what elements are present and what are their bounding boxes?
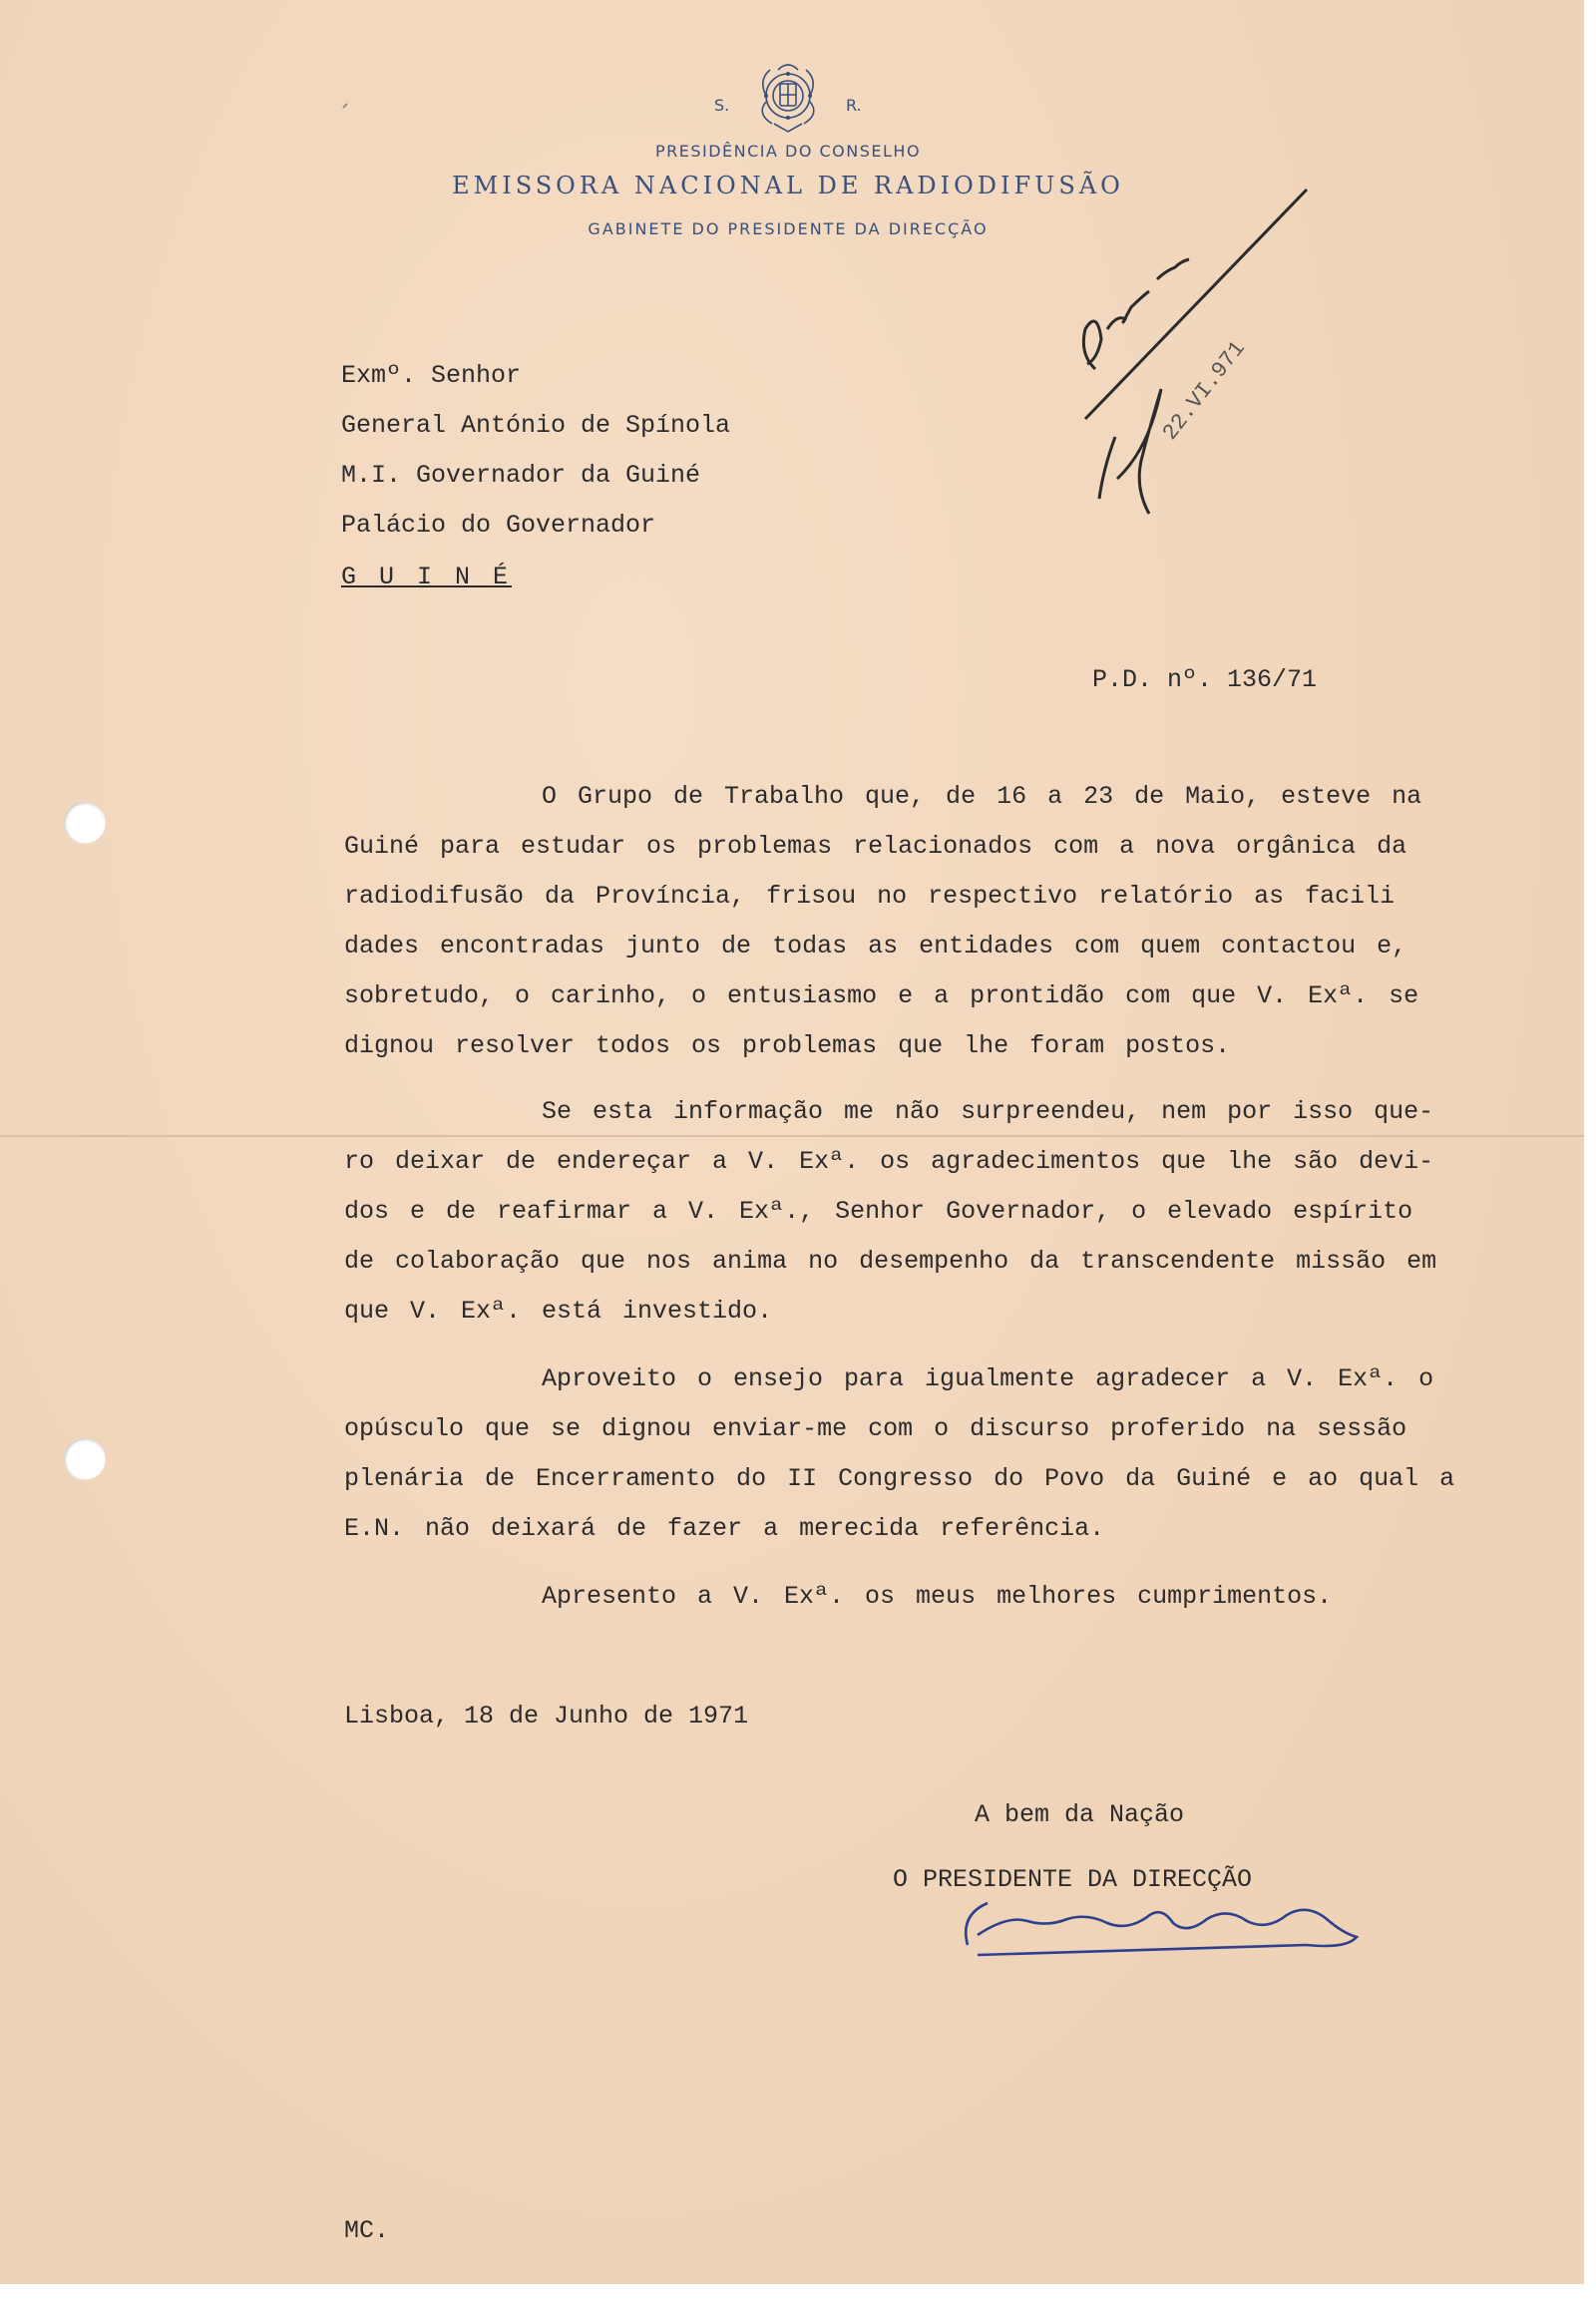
reference-number: P.D. nº. 136/71 bbox=[1092, 665, 1318, 694]
address-line-3: M.I. Governador da Guiné bbox=[341, 461, 701, 490]
body-line: de colaboração que nos anima no desempenho da transcendente missão em bbox=[344, 1247, 1437, 1276]
pencil-mark bbox=[339, 96, 369, 116]
body-line: plenária de Encerramento do II Congresso do Povo da Guiné e ao qual a bbox=[344, 1464, 1455, 1493]
closing-title: O PRESIDENTE DA DIRECÇÃO bbox=[893, 1865, 1253, 1894]
body-line: O Grupo de Trabalho que, de 16 a 23 de Maio, esteve na bbox=[542, 782, 1422, 811]
body-line: dades encontradas junto de todas as entidades com quem contactou e, bbox=[344, 932, 1407, 961]
body-line: ro deixar de endereçar a V. Exª. os agradecimentos que lhe são devi- bbox=[344, 1147, 1434, 1176]
typist-initials: MC. bbox=[344, 2216, 390, 2245]
paper-fold bbox=[0, 1135, 1584, 1137]
body-line: E.N. não deixará de fazer a merecida referência. bbox=[344, 1514, 1105, 1543]
date-stamp: 22.VI.971 bbox=[1157, 336, 1251, 446]
body-line: radiodifusão da Província, frisou no respectivo relatório as facili bbox=[344, 882, 1396, 911]
letterhead-s: S. bbox=[714, 96, 730, 115]
coat-of-arms-icon bbox=[738, 58, 838, 138]
closing-salutation: A bem da Nação bbox=[975, 1800, 1185, 1829]
letterhead-r: R. bbox=[846, 96, 862, 115]
signature bbox=[948, 1875, 1367, 1965]
body-line: dignou resolver todos os problemas que lhe foram postos. bbox=[344, 1031, 1231, 1060]
body-line: Se esta informação me não surpreendeu, nem por isso que- bbox=[542, 1097, 1434, 1126]
body-line: que V. Exª. está investido. bbox=[344, 1297, 773, 1326]
body-line: Guiné para estudar os problemas relacionados com a nova orgânica da bbox=[344, 832, 1407, 861]
address-line-5: G U I N É bbox=[341, 563, 513, 591]
body-line: dos e de reafirmar a V. Exª., Senhor Governador, o elevado espírito bbox=[344, 1197, 1413, 1226]
address-line-2: General António de Spínola bbox=[341, 411, 731, 440]
body-line: Aproveito o ensejo para igualmente agradecer a V. Exª. o bbox=[542, 1364, 1434, 1393]
date-line: Lisboa, 18 de Junho de 1971 bbox=[344, 1702, 749, 1731]
address-line-4: Palácio do Governador bbox=[341, 511, 656, 540]
body-line: sobretudo, o carinho, o entusiasmo e a prontidão com que V. Exª. se bbox=[344, 981, 1419, 1010]
address-line-1: Exmº. Senhor bbox=[341, 361, 522, 390]
body-line: Apresento a V. Exª. os meus melhores cumprimentos. bbox=[542, 1582, 1333, 1611]
handwritten-annotation bbox=[1057, 180, 1327, 539]
punch-hole-top bbox=[64, 802, 106, 844]
body-line: opúsculo que se dignou enviar-me com o discurso proferido na sessão bbox=[344, 1414, 1407, 1443]
letterhead-emissora: EMISSORA NACIONAL DE RADIODIFUSÃO bbox=[452, 172, 1124, 199]
letterhead-gabinete: GABINETE DO PRESIDENTE DA DIRECÇÃO bbox=[588, 219, 989, 238]
letterhead-presidencia: PRESIDÊNCIA DO CONSELHO bbox=[654, 142, 922, 161]
punch-hole-bottom bbox=[64, 1438, 106, 1480]
